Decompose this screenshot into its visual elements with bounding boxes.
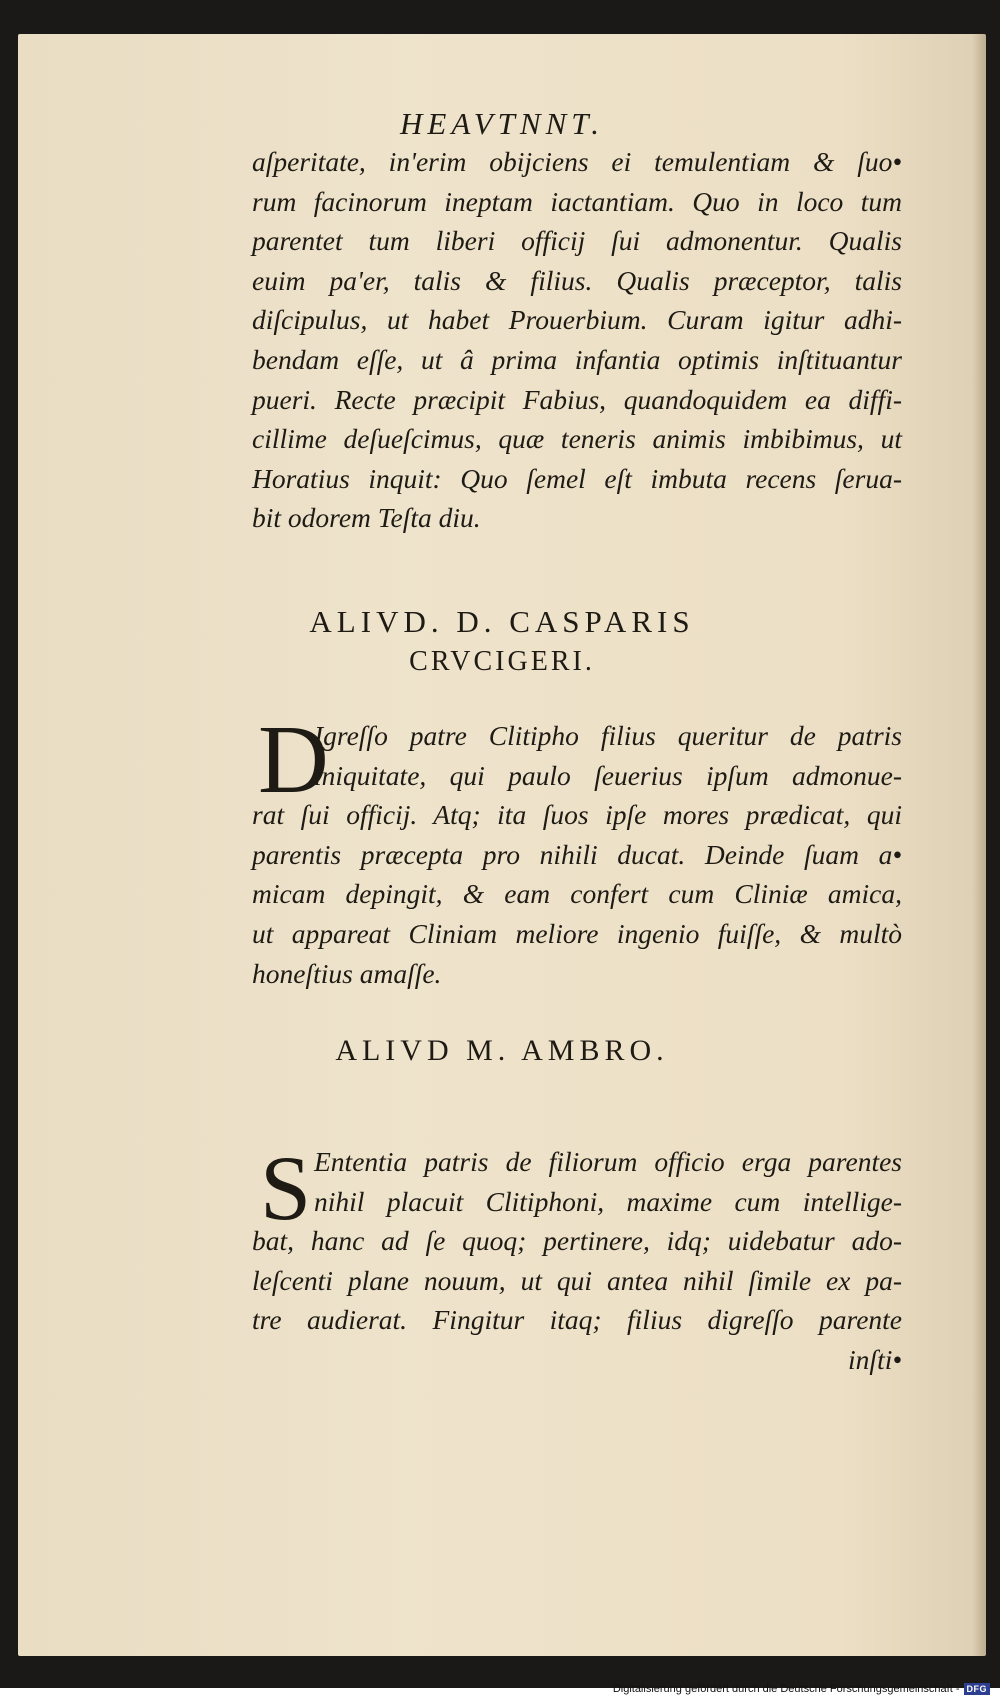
text-line: honeſtius amaſſe. — [252, 957, 442, 989]
text-line: ut appareat Cliniam meliore ingenio fuiſſe, & multò — [252, 917, 902, 949]
paragraph-3 — [252, 1137, 902, 1380]
section-heading-3: ALIVD M. AMBRO. — [335, 1034, 669, 1067]
text-line: bit odorem Teſta diu. — [252, 502, 481, 534]
drop-cap-d: D — [258, 706, 329, 814]
paragraph-1 — [252, 142, 902, 538]
book-page — [18, 34, 986, 1656]
dfg-logo: DFG — [964, 1683, 991, 1695]
text-line: Horatius inquit: Quo ſemel eſt imbuta recens ſerua- — [252, 462, 902, 494]
text-line: pueri. Recte præcipit Fabius, quandoquidem ea diffi- — [252, 383, 902, 415]
text-line: iniquitate, qui paulo ſeuerius ipſum admonue- — [314, 759, 902, 791]
credit-text: Digitalisierung gefördert durch die Deutsche Forschungsgemeinschaft - — [612, 1683, 960, 1695]
text-line: aſperitate, in'erim obijciens ei temulentiam & ſuo• — [252, 146, 902, 177]
catchword: inſti• — [848, 1343, 902, 1375]
text-line: bat, hanc ad ſe quoq; pertinere, idq; uidebatur ado- — [252, 1225, 902, 1257]
text-line: bendam eſſe, ut â prima infantia optimis inſtituantur — [252, 343, 902, 375]
text-line: Igreſſo patre Clitipho filius queritur de patris — [314, 720, 902, 751]
running-head: HEAVTNNT. — [400, 106, 604, 141]
text-line: leſcenti plane nouum, ut qui antea nihil ſimile ex pa- — [252, 1264, 902, 1296]
text-line: diſcipulus, ut habet Prouerbium. Curam igitur adhi- — [252, 304, 902, 336]
text-line: Ententia patris de filiorum officio erga parentes — [314, 1146, 902, 1177]
text-line: euim pa'er, talis & filius. Qualis præceptor, talis — [252, 264, 902, 296]
section-heading-2b: CRVCIGERI. — [409, 646, 595, 677]
text-line: micam depingit, & eam confert cum Cliniæ amica, — [252, 878, 902, 910]
text-line: nihil placuit Clitiphoni, maxime cum intellige- — [314, 1185, 902, 1217]
paragraph-2 — [252, 706, 902, 993]
digitization-credit — [613, 1681, 990, 1697]
text-line: rum facinorum ineptam iactantiam. Quo in loco tum — [252, 185, 902, 217]
section-heading-2a: ALIVD. D. CASPARIS — [309, 604, 695, 639]
text-line: parentis præcepta pro nihili ducat. Deinde ſuam a• — [252, 838, 902, 870]
text-line: rat ſui officij. Atq; ita ſuos ipſe mores prædicat, qui — [252, 799, 902, 831]
text-line: tre audierat. Fingitur itaq; filius digreſſo parente — [252, 1304, 902, 1336]
text-line: parentet tum liberi officij ſui admonentur. Qualis — [252, 225, 902, 257]
text-line: cillime deſueſcimus, quæ teneris animis imbibimus, ut — [252, 423, 902, 455]
drop-cap-s: S — [260, 1137, 312, 1239]
